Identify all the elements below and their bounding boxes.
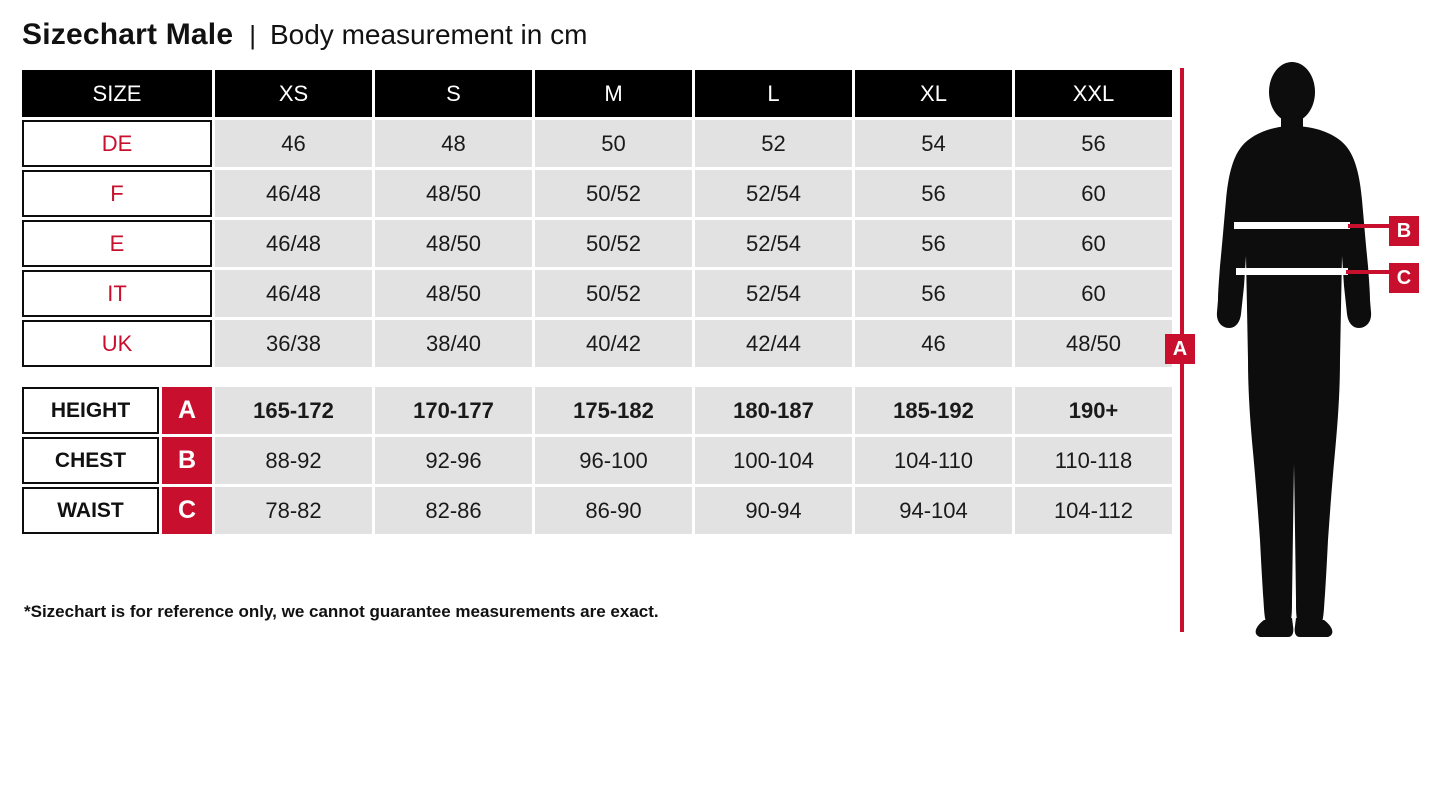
cell-height-m: 175-182 [535, 387, 692, 434]
row-label-it: IT [22, 270, 212, 317]
sizechart-table-wrap [22, 70, 1158, 534]
cell-f-m: 50/52 [535, 170, 692, 217]
cell-uk-xs: 36/38 [215, 320, 372, 367]
cell-e-l: 52/54 [695, 220, 852, 267]
cell-e-xs: 46/48 [215, 220, 372, 267]
table-row [22, 437, 1172, 484]
table-row [22, 387, 1172, 434]
cell-it-xl: 56 [855, 270, 1012, 317]
cell-e-m: 50/52 [535, 220, 692, 267]
cell-chest-l: 100-104 [695, 437, 852, 484]
cell-de-xl: 54 [855, 120, 1012, 167]
table-row [22, 270, 1172, 317]
cell-it-xs: 46/48 [215, 270, 372, 317]
cell-chest-xxl: 110-118 [1015, 437, 1172, 484]
cell-waist-l: 90-94 [695, 487, 852, 534]
title-separator: | [249, 20, 256, 50]
column-header-s: S [375, 70, 532, 117]
cell-f-xl: 56 [855, 170, 1012, 217]
title-subtitle: Body measurement in cm [269, 19, 588, 50]
cell-de-s: 48 [375, 120, 532, 167]
table-row [22, 120, 1172, 167]
cell-it-m: 50/52 [535, 270, 692, 317]
cell-height-xl: 185-192 [855, 387, 1012, 434]
sizechart-table [19, 67, 1175, 537]
cell-height-l: 180-187 [695, 387, 852, 434]
row-label-waist [22, 487, 212, 534]
cell-de-l: 52 [695, 120, 852, 167]
page-title [22, 18, 587, 52]
cell-it-xxl: 60 [1015, 270, 1172, 317]
cell-height-xs: 165-172 [215, 387, 372, 434]
row-label-height-text: HEIGHT [22, 387, 159, 434]
table-row [22, 220, 1172, 267]
cell-f-xs: 46/48 [215, 170, 372, 217]
cell-uk-xl: 46 [855, 320, 1012, 367]
cell-it-l: 52/54 [695, 270, 852, 317]
chest-band [1234, 222, 1350, 229]
row-label-de: DE [22, 120, 212, 167]
row-label-waist-text: WAIST [22, 487, 159, 534]
footnote: *Sizechart is for reference only, we cannot guarantee measurements are exact. [24, 602, 659, 621]
cell-de-m: 50 [535, 120, 692, 167]
table-row [22, 487, 1172, 534]
column-header-size: SIZE [22, 70, 212, 117]
callout-b: B [1389, 216, 1419, 246]
cell-chest-xl: 104-110 [855, 437, 1012, 484]
row-label-e: E [22, 220, 212, 267]
row-label-uk: UK [22, 320, 212, 367]
body-figure [1160, 60, 1430, 640]
column-header-xs: XS [215, 70, 372, 117]
column-header-xxl: XXL [1015, 70, 1172, 117]
cell-uk-m: 40/42 [535, 320, 692, 367]
table-row [22, 320, 1172, 367]
row-label-chest [22, 437, 212, 484]
cell-f-s: 48/50 [375, 170, 532, 217]
waist-band [1236, 268, 1348, 275]
column-header-xl: XL [855, 70, 1012, 117]
column-header-m: M [535, 70, 692, 117]
cell-uk-xxl: 48/50 [1015, 320, 1172, 367]
cell-waist-xs: 78-82 [215, 487, 372, 534]
cell-waist-s: 82-86 [375, 487, 532, 534]
cell-f-l: 52/54 [695, 170, 852, 217]
cell-waist-xl: 94-104 [855, 487, 1012, 534]
marker-a-badge: A [162, 387, 212, 434]
cell-waist-m: 86-90 [535, 487, 692, 534]
cell-e-xxl: 60 [1015, 220, 1172, 267]
cell-height-s: 170-177 [375, 387, 532, 434]
cell-waist-xxl: 104-112 [1015, 487, 1172, 534]
cell-chest-m: 96-100 [535, 437, 692, 484]
cell-height-xxl: 190+ [1015, 387, 1172, 434]
cell-de-xs: 46 [215, 120, 372, 167]
cell-uk-s: 38/40 [375, 320, 532, 367]
title-main: Sizechart Male [22, 18, 234, 51]
cell-e-xl: 56 [855, 220, 1012, 267]
male-silhouette [1217, 62, 1371, 637]
cell-chest-s: 92-96 [375, 437, 532, 484]
callout-a: A [1165, 334, 1195, 364]
callout-c: C [1389, 263, 1419, 293]
row-label-chest-text: CHEST [22, 437, 159, 484]
column-header-l: L [695, 70, 852, 117]
cell-it-s: 48/50 [375, 270, 532, 317]
cell-e-s: 48/50 [375, 220, 532, 267]
table-row [22, 170, 1172, 217]
marker-b-badge: B [162, 437, 212, 484]
body-silhouette-icon [1160, 60, 1430, 640]
cell-uk-l: 42/44 [695, 320, 852, 367]
cell-f-xxl: 60 [1015, 170, 1172, 217]
marker-c-badge: C [162, 487, 212, 534]
cell-chest-xs: 88-92 [215, 437, 372, 484]
table-section-spacer [22, 370, 1172, 384]
table-header-row [22, 70, 1172, 117]
cell-de-xxl: 56 [1015, 120, 1172, 167]
row-label-f: F [22, 170, 212, 217]
row-label-height [22, 387, 212, 434]
